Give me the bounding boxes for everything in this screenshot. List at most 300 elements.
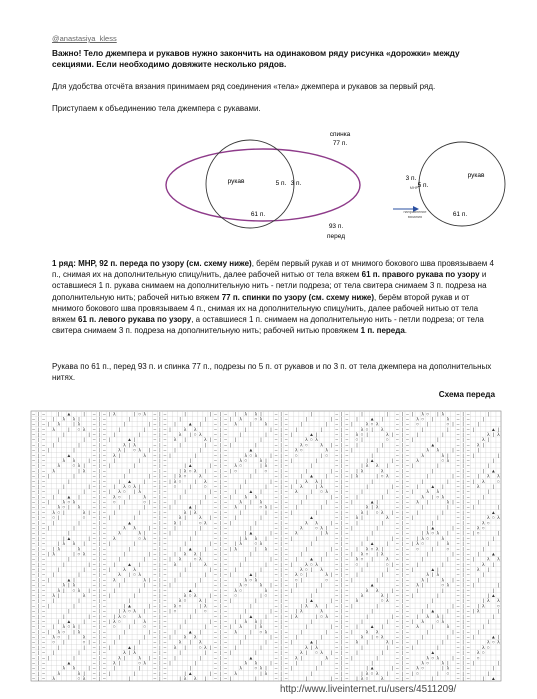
chart-symbol: – [345,588,349,594]
chart-symbol: | [139,458,141,464]
chart-symbol: – [153,677,157,682]
chart-symbol: | [401,573,404,579]
chart-symbol: | [58,593,60,599]
chart-symbol: | [98,510,100,516]
chart-symbol: | [361,438,363,444]
chart-symbol: – [42,469,45,475]
chart-symbol: – [163,438,167,444]
chart-symbol: – [92,661,96,667]
chart-symbol: | [139,484,141,490]
chart-symbol: – [406,661,409,667]
chart-symbol: | [442,588,444,594]
chart-symbol: | [482,417,484,423]
chart-symbol: ▲ [127,521,132,527]
chart-symbol: – [92,593,96,599]
chart-symbol: | [411,438,414,444]
chart-symbol: – [224,625,227,631]
chart-symbol: | [497,427,500,433]
stitch-summary: Рукава по 61 п., перед 93 п. и спинка 77 п., подрезы по 5 п. от рукавов и по 3 п. от тела джемпера на дополнительных нитях. [52,362,492,382]
chart-symbol: λ [52,427,55,433]
chart-symbol: λ [72,583,76,589]
chart-symbol: | [37,604,40,610]
chart-symbol: – [153,474,157,480]
chart-symbol: λ [239,625,242,631]
chart-symbol: | [260,516,262,522]
chart-symbol: – [335,417,339,423]
chart-symbol: | [356,573,358,579]
chart-symbol: λ [133,484,136,490]
chart-symbol: | [462,547,464,553]
chart-symbol: | [194,531,196,537]
chart-symbol: | [179,573,181,579]
chart-symbol: λ [295,448,298,454]
chart-symbol: | [179,651,181,657]
chart-symbol: λ [199,516,202,522]
chart-symbol: | [37,458,40,464]
chart-symbol: – [153,510,157,516]
chart-symbol: | [437,438,439,444]
chart-symbol: – [274,635,278,641]
chart-symbol: | [199,630,201,636]
chart-symbol: – [335,656,339,662]
chart-symbol: ○ [178,479,182,485]
chart-symbol: – [456,542,460,548]
chart-symbol: | [219,609,222,615]
chart-symbol: – [32,417,35,423]
chart-symbol: – [274,645,278,651]
chart-symbol: | [194,583,196,589]
chart-symbol: λ [204,562,207,568]
chart-symbol: | [250,474,252,480]
chart-symbol: – [396,500,399,506]
chart-symbol: ○ [385,562,389,568]
chart-symbol: | [128,625,131,631]
chart-symbol: | [437,593,439,599]
chart-symbol: | [189,666,191,672]
chart-symbol: | [98,469,100,475]
chart-symbol: ○ [112,625,116,631]
chart-symbol: | [371,557,373,563]
chart-symbol: – [224,526,227,532]
chart-symbol: – [335,500,339,506]
chart-symbol: λ [57,464,60,470]
chart-symbol: – [102,630,106,636]
chart-symbol: – [163,645,167,651]
chart-symbol: ○ [173,484,177,490]
chart-symbol: – [214,510,217,516]
chart-symbol: | [219,578,222,584]
chart-symbol: – [456,604,460,610]
chart-symbol: ▲ [369,500,375,506]
chart-symbol: ○ [486,645,490,651]
chart-symbol: – [406,599,409,605]
chart-symbol: | [452,526,454,532]
chart-symbol: | [341,453,343,459]
chart-symbol: λ [375,505,379,511]
chart-symbol: | [477,630,479,636]
chart-symbol: | [462,630,464,636]
chart-symbol: – [284,526,288,532]
chart-symbol: – [102,495,106,501]
chart-symbol: – [42,604,45,610]
chart-symbol: | [280,599,282,605]
chart-symbol: | [366,614,368,620]
chart-symbol: – [153,640,157,646]
chart-symbol: | [462,619,464,625]
chart-symbol: – [32,521,35,527]
chart-symbol: | [250,604,252,610]
chart-symbol: ○ [355,438,359,444]
chart-symbol: | [133,542,136,548]
chart-symbol: | [133,438,136,444]
chart-symbol: – [163,656,167,662]
chart-symbol: | [219,593,222,599]
chart-symbol: | [482,443,484,449]
chart-symbol: | [48,552,50,558]
chart-symbol: – [153,484,157,490]
chart-symbol: | [219,510,222,516]
chart-symbol: | [341,412,343,418]
chart-symbol: – [456,568,460,574]
watermark-url[interactable]: http://www.liveinternet.ru/users/4511209/ [280,684,457,695]
chart-symbol: ○ [294,453,298,459]
chart-symbol: | [320,635,323,641]
chart-symbol: – [92,516,96,522]
chart-symbol: | [98,448,100,454]
chart-symbol: λ [173,438,177,444]
chart-symbol: – [102,526,106,532]
chart-symbol: | [341,438,343,444]
chart-symbol: – [396,542,399,548]
chart-symbol: | [98,604,100,610]
chart-symbol: | [37,599,40,605]
chart-symbol: λ [173,604,177,610]
chart-symbol: – [274,666,278,672]
chart-symbol: – [345,490,349,496]
chart-symbol: ○ [365,677,369,682]
chart-symbol: | [341,422,343,428]
author-handle[interactable]: @anastasiya_kless [52,34,117,43]
chart-symbol: | [401,521,404,527]
chart-symbol: – [42,495,45,501]
chart-symbol: | [53,521,55,527]
chart-symbol: | [462,474,464,480]
chart-symbol: λ [113,661,116,667]
chart-symbol: – [92,619,96,625]
chart-symbol: | [219,619,222,625]
chart-symbol: | [37,479,40,485]
chart-symbol: | [280,677,282,682]
chart-symbol: | [63,536,65,542]
chart-symbol: – [102,458,106,464]
chart-symbol: λ [365,505,369,511]
chart-symbol: | [98,661,100,667]
chart-symbol: ○ [123,490,126,496]
chart-symbol: – [466,573,470,579]
chart-symbol: λ [143,453,146,459]
chart-symbol: | [189,510,191,516]
chart-symbol: – [274,521,278,527]
chart-symbol: – [345,484,349,490]
chart-symbol: – [284,635,288,641]
chart-symbol: ○ [421,666,425,672]
chart-symbol: – [396,609,399,615]
chart-symbol: – [284,484,288,490]
chart-symbol: | [310,593,313,599]
chart-symbol: | [219,614,222,620]
chart-symbol: – [456,635,460,641]
chart-symbol: | [361,412,363,418]
chart-symbol: – [406,583,409,589]
chart-symbol: | [169,635,171,641]
chart-symbol: – [335,422,339,428]
chart-symbol: | [411,593,414,599]
chart-symbol: – [406,458,409,464]
chart-symbol: | [416,433,419,439]
chart-symbol: ▲ [491,427,496,433]
chart-symbol: | [401,552,404,558]
chart-symbol: | [219,453,222,459]
chart-symbol: | [331,677,333,682]
chart-symbol: – [406,505,409,511]
chart-symbol: ▲ [127,645,132,651]
chart-symbol: | [462,490,464,496]
chart-symbol: – [42,453,45,459]
chart-symbol: | [401,448,404,454]
chart-symbol: | [487,490,489,496]
chart-symbol: λ [426,614,429,620]
chart-symbol: λ [133,443,136,449]
chart-symbol: – [32,422,35,428]
chart-symbol: | [472,479,474,485]
chart-symbol: – [153,671,157,677]
chart-symbol: – [153,630,157,636]
chart-symbol: – [92,651,96,657]
chart-symbol: – [42,490,45,496]
chart-symbol: | [98,562,100,568]
chart-symbol: λ [436,448,440,454]
chart-symbol: ○ [360,433,364,439]
chart-symbol: λ [52,593,55,599]
chart-symbol: λ [315,438,318,444]
chart-symbol: ○ [370,671,374,677]
chart-symbol: | [341,671,343,677]
chart-symbol: – [32,604,35,610]
chart-symbol: | [159,438,161,444]
row1-left-sleeve: 61 п. левого рукава по узору [78,315,192,325]
chart-symbol: | [144,609,146,615]
chart-symbol: – [284,531,288,537]
chart-symbol: λ [497,640,500,646]
chart-symbol: – [224,448,227,454]
chart-symbol: λ [82,510,86,516]
chart-symbol: | [98,526,100,532]
chart-symbol: | [98,443,100,449]
chart-symbol: | [462,526,464,532]
chart-symbol: | [320,557,323,563]
chart-symbol: | [462,521,464,527]
chart-symbol: – [32,614,35,620]
chart-symbol: ○ [355,562,359,568]
chart-symbol: – [153,433,157,439]
chart-symbol: λ [52,677,55,682]
chart-symbol: – [163,573,167,579]
chart-symbol: | [265,614,267,620]
chart-symbol: – [345,552,349,558]
chart-symbol: – [406,500,409,506]
chart-symbol: | [219,651,222,657]
chart-symbol: – [396,422,399,428]
chart-symbol: | [381,521,383,527]
chart-symbol: – [335,562,339,568]
chart-symbol: | [78,599,80,605]
chart-symbol: | [118,427,121,433]
chart-symbol: – [102,562,106,568]
chart-symbol: λ [138,490,141,496]
chart-symbol: | [361,490,363,496]
chart-symbol: – [274,599,278,605]
chart-symbol: | [37,422,40,428]
chart-symbol: – [163,479,167,485]
chart-symbol: | [427,526,429,532]
chart-symbol: – [466,656,470,662]
chart-symbol: λ [199,557,202,563]
chart-symbol: | [245,427,247,433]
chart-symbol: | [37,640,40,646]
chart-symbol: – [163,427,167,433]
chart-symbol: – [335,573,339,579]
chart-symbol: ○ [431,656,435,662]
chart-symbol: – [92,433,96,439]
chart-symbol: | [37,464,40,470]
chart-symbol: – [153,516,157,522]
chart-symbol: – [284,562,288,568]
chart-symbol: – [406,651,409,657]
chart-symbol: λ [77,547,81,553]
chart-symbol: | [113,640,116,646]
chart-symbol: – [92,417,96,423]
chart-symbol: | [280,479,282,485]
chart-symbol: | [280,526,282,532]
chart-symbol: λ [264,671,268,677]
chart-symbol: ▲ [430,526,436,532]
chart-symbol: | [133,671,136,677]
chart-symbol: | [341,568,343,574]
chart-symbol: – [42,568,45,574]
chart-symbol: ○ [441,583,445,589]
right-sleeve-label: рукав [467,172,485,179]
chart-symbol: ○ [239,588,243,594]
chart-symbol: – [153,479,157,485]
chart-symbol: | [58,542,60,548]
chart-symbol: | [63,562,65,568]
chart-symbol: | [88,433,90,439]
chart-symbol: – [153,552,157,558]
chart-symbol: – [32,453,35,459]
chart-symbol: – [345,619,349,625]
chart-symbol: – [153,453,157,459]
chart-symbol: – [102,422,106,428]
chart-symbol: λ [325,490,328,496]
chart-symbol: – [42,578,45,584]
chart-symbol: – [396,651,399,657]
chart-symbol: – [284,630,288,636]
chart-symbol: | [462,666,464,672]
chart-symbol: – [335,510,339,516]
chart-symbol: – [42,599,45,605]
chart-symbol: | [144,635,146,641]
chart-symbol: | [351,422,353,428]
chart-symbol: ○ [446,671,450,677]
chart-symbol: λ [381,427,384,433]
chart-symbol: | [245,505,247,511]
chart-symbol: | [194,479,196,485]
chart-symbol: | [452,630,454,636]
chart-symbol: | [204,677,206,682]
chart-symbol: – [163,677,167,682]
chart-symbol: | [462,505,464,511]
chart-symbol: ○ [254,542,258,548]
chart-symbol: λ [82,469,86,475]
chart-symbol: | [98,614,100,620]
chart-symbol: – [102,656,106,662]
chart-symbol: | [219,412,222,418]
left-underarm-sleeve: 5 п. [275,180,287,187]
chart-symbol: – [456,573,460,579]
chart-symbol: – [345,474,349,480]
chart-symbol: | [401,542,404,548]
chart-symbol: | [123,422,126,428]
chart-symbol: – [32,526,35,532]
chart-symbol: | [422,479,424,485]
chart-symbol: | [149,604,151,610]
chart-symbol: – [32,536,35,542]
chart-symbol: | [280,516,282,522]
chart-symbol: – [456,651,460,657]
chart-symbol: λ [113,495,116,501]
chart-symbol: | [280,625,282,631]
chart-symbol: | [265,510,267,516]
chart-symbol: | [401,510,404,516]
row1-text-d: , а оставшиеся 1 п. снимаем на дополнительную нить - петли подреза; от тела свитера снимаем 3 п. подреза на дополнительную нить; рабочей нитью провяжем [52,315,484,336]
chart-symbol: | [452,552,454,558]
chart-symbol: – [32,500,35,506]
chart-symbol: | [118,505,121,511]
chart-symbol: | [462,552,464,558]
chart-symbol: – [153,573,157,579]
chart-symbol: – [163,417,167,423]
chart-symbol: λ [194,593,197,599]
chart-symbol: | [245,635,247,641]
chart-symbol: | [462,599,464,605]
chart-symbol: | [113,666,116,672]
chart-symbol: – [153,542,157,548]
chart-symbol: | [270,661,272,667]
chart-symbol: | [88,510,90,516]
chart-symbol: | [391,458,393,464]
chart-symbol: – [42,422,45,428]
chart-symbol: λ [138,531,141,537]
chart-symbol: – [345,645,349,651]
chart-symbol: – [456,656,460,662]
chart-symbol: – [92,625,96,631]
chart-symbol: – [284,458,288,464]
chart-symbol: – [284,474,288,480]
chart-symbol: | [432,495,434,501]
chart-symbol: | [432,573,434,579]
chart-symbol: λ [477,568,480,574]
chart-symbol: λ [436,531,440,537]
